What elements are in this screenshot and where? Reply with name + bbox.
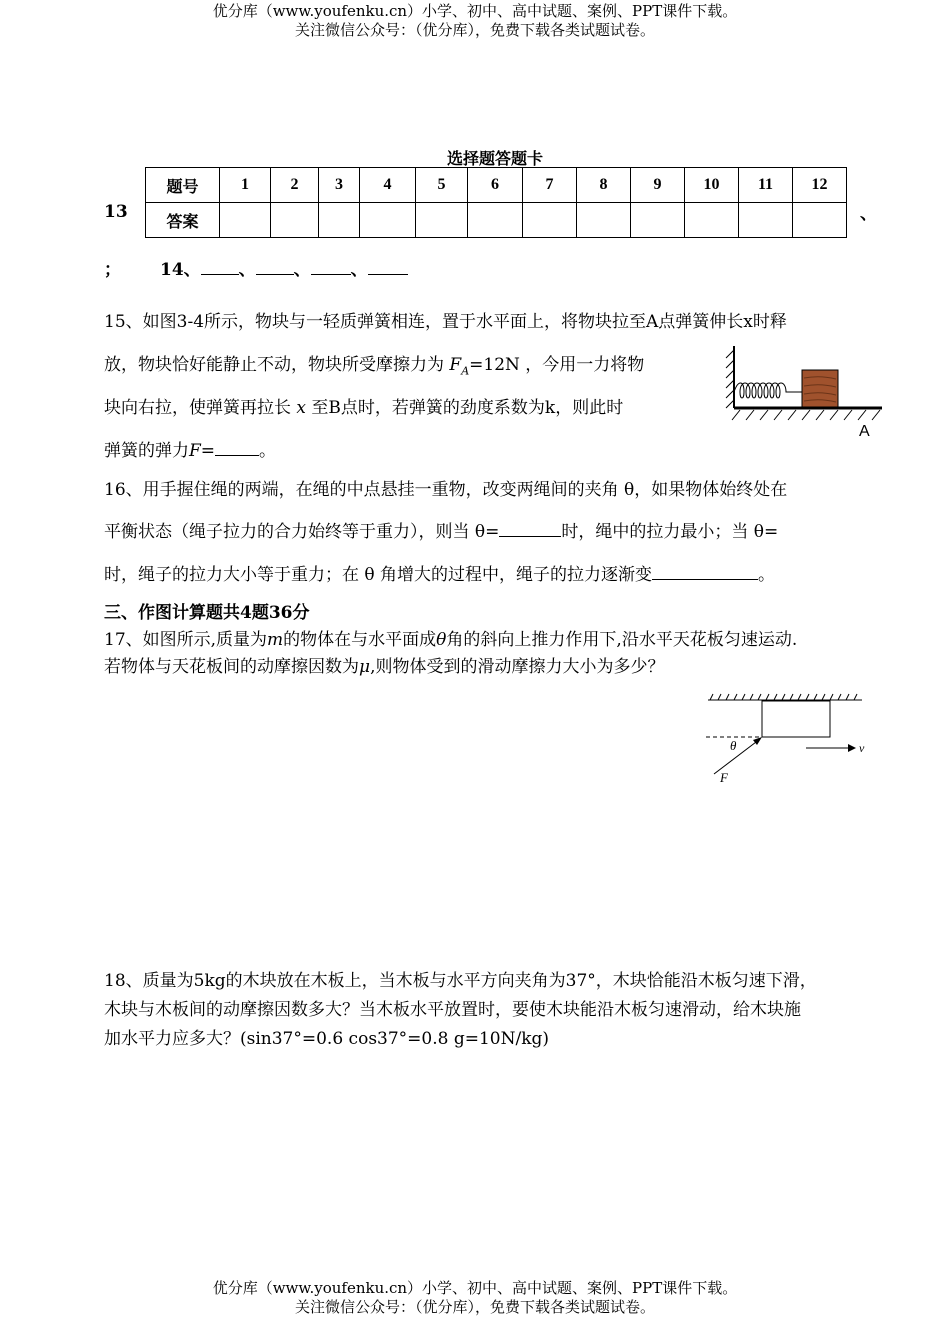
q13-semicolon: ； [104, 260, 121, 280]
q15-line-1: 15、如图3-4所示，物块与一轻质弹簧相连，置于水平面上，将物块拉至A点弹簧伸长x时释 [104, 312, 787, 332]
q15-force-symbol: F [189, 441, 201, 461]
q16-line-1: 16、用手握住绳的两端，在绳的中点悬挂一重物，改变两绳间的夹角 θ，如果物体始终处在 [104, 480, 788, 500]
q15-text: 。 [259, 441, 277, 461]
q16-text: 时，绳中的拉力最小；当 θ= [561, 522, 779, 542]
q17-text: 角的斜向上推力作用下,沿水平天花板匀速运动. [446, 630, 798, 650]
velocity-arrowhead [848, 744, 856, 752]
q16-line-2 [104, 517, 778, 542]
q15-text: 弹簧的弹力 [104, 441, 189, 461]
question-number: 7 [523, 168, 577, 203]
ceiling-hatching [710, 694, 857, 700]
force-line [714, 739, 760, 774]
answer-cell[interactable] [468, 203, 523, 238]
q15-text: 至B点时，若弹簧的劲度系数为k，则此时 [306, 398, 624, 418]
question-number: 1 [220, 168, 271, 203]
q17-text: ,则物体受到的滑动摩擦力大小为多少？ [370, 657, 665, 677]
section-3-title: 三、作图计算题共4题36分 [104, 603, 310, 623]
answer-cell[interactable] [523, 203, 577, 238]
answer-cell[interactable] [631, 203, 685, 238]
answer-card-table [145, 167, 847, 238]
answer-cell[interactable] [685, 203, 739, 238]
q15-line-4 [104, 436, 276, 461]
q15-spring-block-figure [722, 340, 892, 440]
q15-line-3 [104, 393, 623, 418]
answer-cell[interactable] [271, 203, 319, 238]
q17-text: 若物体与天花板间的动摩擦因数为 [104, 657, 359, 677]
spring-coil [734, 383, 802, 398]
row-label-number: 题号 [146, 168, 220, 203]
q14-blanks [160, 258, 408, 281]
q17-text: 17、如图所示,质量为 [104, 630, 268, 650]
block [762, 701, 830, 737]
q14-blank-1[interactable] [201, 258, 239, 275]
q18-line-3: 加水平力应多大？(sin37°=0.6 cos37°=0.8 g=10N/kg) [104, 1029, 550, 1049]
q16-text: 平衡状态（绳子拉力的合力始终等于重力），则当 θ= [104, 522, 500, 542]
q18-line-1: 18、质量为5kg的木块放在木板上，当木板与水平方向夹角为37°，木块恰能沿木板匀速下滑， [104, 971, 817, 991]
q13-label: 13 [104, 202, 128, 222]
q14-blank-2[interactable] [256, 258, 294, 275]
q17-mu-symbol: μ [359, 657, 371, 677]
q16-text: 时，绳子的拉力大小等于重力；在 θ 角增大的过程中，绳子的拉力逐渐变 [104, 565, 653, 585]
q16-line-3 [104, 560, 775, 585]
question-number: 3 [319, 168, 360, 203]
q17-mass-symbol: m [267, 630, 284, 650]
question-number: 9 [631, 168, 685, 203]
answer-cell[interactable] [360, 203, 416, 238]
q13-separator: 、 [860, 204, 877, 224]
answer-cell[interactable] [739, 203, 793, 238]
q15-text: = [200, 441, 216, 461]
page-footer-line1: 优分库（www.youfenku.cn）小学、初中、高中试题、案例、PPT课件下载。 [212, 1279, 738, 1297]
answer-card-title: 选择题答题卡 [446, 149, 543, 168]
answer-cell[interactable] [220, 203, 271, 238]
q15-force-symbol: F [449, 355, 462, 375]
question-number: 12 [793, 168, 847, 203]
q16-blank-2[interactable] [652, 563, 758, 580]
velocity-label: v [859, 741, 865, 755]
q15-subscript: A [461, 364, 470, 378]
q15-text: =12N ，今用一力将物 [469, 355, 645, 375]
row-label-answer: 答案 [146, 203, 220, 238]
answer-cell[interactable] [319, 203, 360, 238]
q17-line-1 [104, 625, 797, 650]
answer-card-number-row [146, 168, 847, 203]
q17-line-2 [104, 652, 664, 677]
q16-text: 。 [758, 565, 776, 585]
question-number: 11 [739, 168, 793, 203]
q15-answer-blank[interactable] [215, 439, 259, 456]
question-number: 5 [416, 168, 468, 203]
question-number: 10 [685, 168, 739, 203]
q17-theta-symbol: θ [436, 630, 447, 650]
page-footer-line2: 关注微信公众号：（优分库），免费下载各类试题试卷。 [294, 1298, 655, 1316]
floor-hatching [732, 410, 880, 420]
q15-text: 块向右拉，使弹簧再拉长 [104, 398, 297, 418]
q15-x-symbol: x [296, 398, 306, 418]
q14-sep: 、 [293, 260, 311, 280]
answer-card-answer-row [146, 203, 847, 238]
question-number: 4 [360, 168, 416, 203]
q14-sep: 、 [350, 260, 368, 280]
page-header-line2: 关注微信公众号：（优分库），免费下载各类试题试卷。 [294, 21, 655, 39]
question-number: 8 [577, 168, 631, 203]
answer-cell[interactable] [793, 203, 847, 238]
question-number: 2 [271, 168, 319, 203]
q16-blank-1[interactable] [499, 520, 561, 537]
q14-blank-4[interactable] [368, 258, 408, 275]
answer-cell[interactable] [577, 203, 631, 238]
q15-line-2 [104, 350, 644, 377]
page-header-line1: 优分库（www.youfenku.cn）小学、初中、高中试题、案例、PPT课件下载。 [212, 2, 738, 20]
q14-blank-3[interactable] [311, 258, 351, 275]
q17-text: 的物体在与水平面成 [283, 630, 437, 650]
q14-label: 14、 [160, 260, 201, 280]
q18-line-2: 木块与木板间的动摩擦因数多大？当木板水平放置时，要使木块能沿木板匀速滑动，给木块施 [104, 1000, 801, 1020]
question-number: 6 [468, 168, 523, 203]
force-label: F [720, 770, 728, 785]
q14-sep: 、 [238, 260, 256, 280]
theta-label: θ [730, 738, 737, 753]
answer-cell[interactable] [416, 203, 468, 238]
q17-ceiling-figure [700, 688, 870, 788]
point-a-label: A [859, 423, 870, 440]
q15-text: 放，物块恰好能静止不动，物块所受摩擦力为 [104, 355, 450, 375]
wall-hatching [726, 350, 734, 408]
